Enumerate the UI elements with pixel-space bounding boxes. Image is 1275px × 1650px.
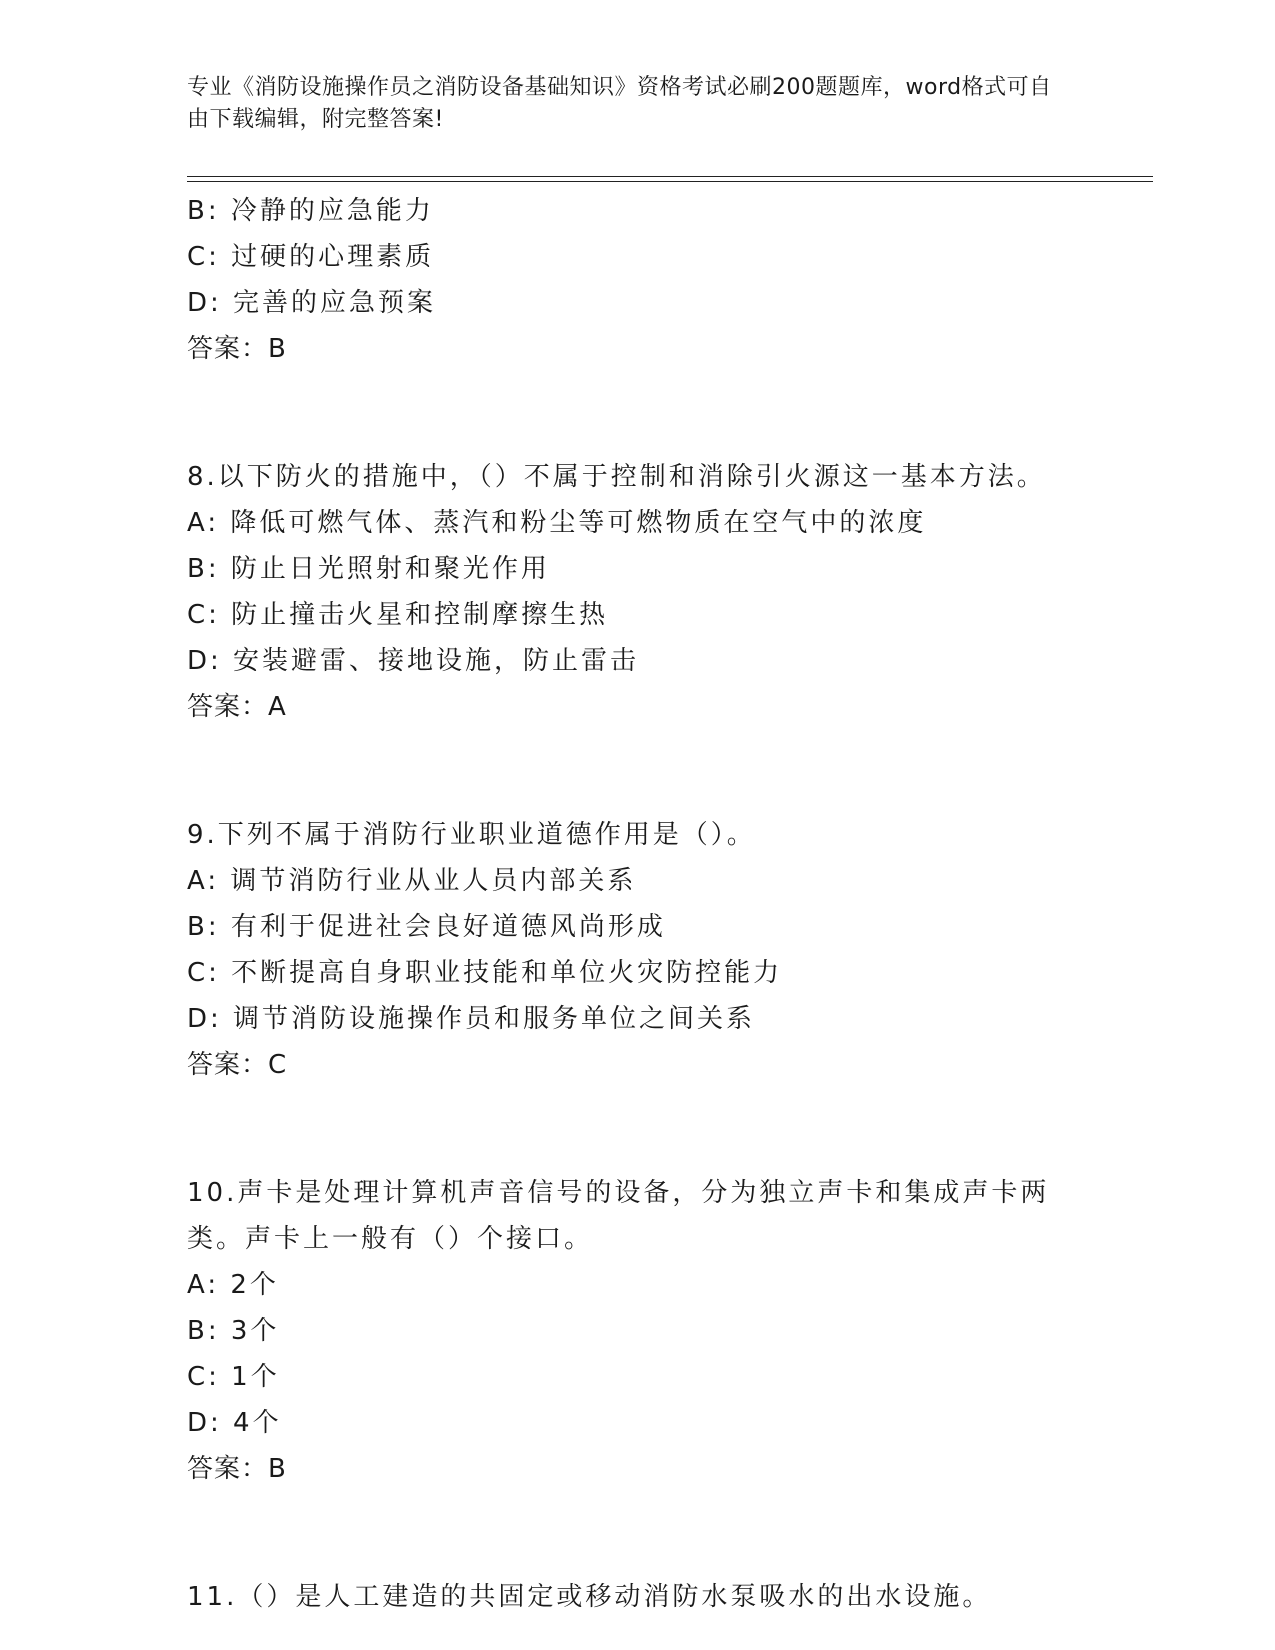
answer: 答案：A bbox=[187, 692, 287, 722]
question-7-tail bbox=[187, 188, 1087, 372]
question-text: 8.以下防火的措施中，（）不属于控制和消除引火源这一基本方法。 bbox=[187, 462, 1046, 492]
question-9 bbox=[187, 812, 1087, 1088]
option-d: D: 完善的应急预案 bbox=[187, 288, 437, 318]
document-header: 专业《消防设施操作员之消防设备基础知识》资格考试必刷200题题库，word格式可自由下载编辑，附完整答案! bbox=[187, 75, 1052, 132]
option-a: A: 调节消防行业从业人员内部关系 bbox=[187, 866, 637, 896]
option-a: A: 降低可燃气体、蒸汽和粉尘等可燃物质在空气中的浓度 bbox=[187, 508, 927, 538]
option-d: D: 调节消防设施操作员和服务单位之间关系 bbox=[187, 1004, 756, 1034]
answer: 答案：B bbox=[187, 1454, 287, 1484]
option-b: B: 3个 bbox=[187, 1316, 280, 1346]
option-b: B: 有利于促进社会良好道德风尚形成 bbox=[187, 912, 666, 942]
answer: 答案：C bbox=[187, 1050, 288, 1080]
question-text: 10.声卡是处理计算机声音信号的设备，分为独立声卡和集成声卡两类。声卡上一般有（）个接口。 bbox=[187, 1178, 1050, 1254]
option-b: B: 防止日光照射和聚光作用 bbox=[187, 554, 550, 584]
option-c: C: 防止撞击火星和控制摩擦生热 bbox=[187, 600, 609, 630]
question-11 bbox=[187, 1574, 1087, 1620]
option-b: B: 冷静的应急能力 bbox=[187, 196, 434, 226]
option-d: D: 安装避雷、接地设施，防止雷击 bbox=[187, 646, 640, 676]
option-c: C: 过硬的心理素质 bbox=[187, 242, 435, 272]
answer: 答案：B bbox=[187, 334, 287, 364]
header-rule-top bbox=[187, 176, 1153, 177]
question-8 bbox=[187, 454, 1087, 730]
option-a: A: 2个 bbox=[187, 1270, 279, 1300]
question-10 bbox=[187, 1170, 1087, 1492]
option-d: D: 4个 bbox=[187, 1408, 282, 1438]
question-text: 11.（）是人工建造的共固定或移动消防水泵吸水的出水设施。 bbox=[187, 1582, 992, 1612]
question-list bbox=[187, 188, 1087, 1620]
header-rule-bottom bbox=[187, 181, 1153, 182]
option-c: C: 不断提高自身职业技能和单位火灾防控能力 bbox=[187, 958, 783, 988]
question-text: 9.下列不属于消防行业职业道德作用是（）。 bbox=[187, 820, 756, 850]
option-c: C: 1个 bbox=[187, 1362, 280, 1392]
